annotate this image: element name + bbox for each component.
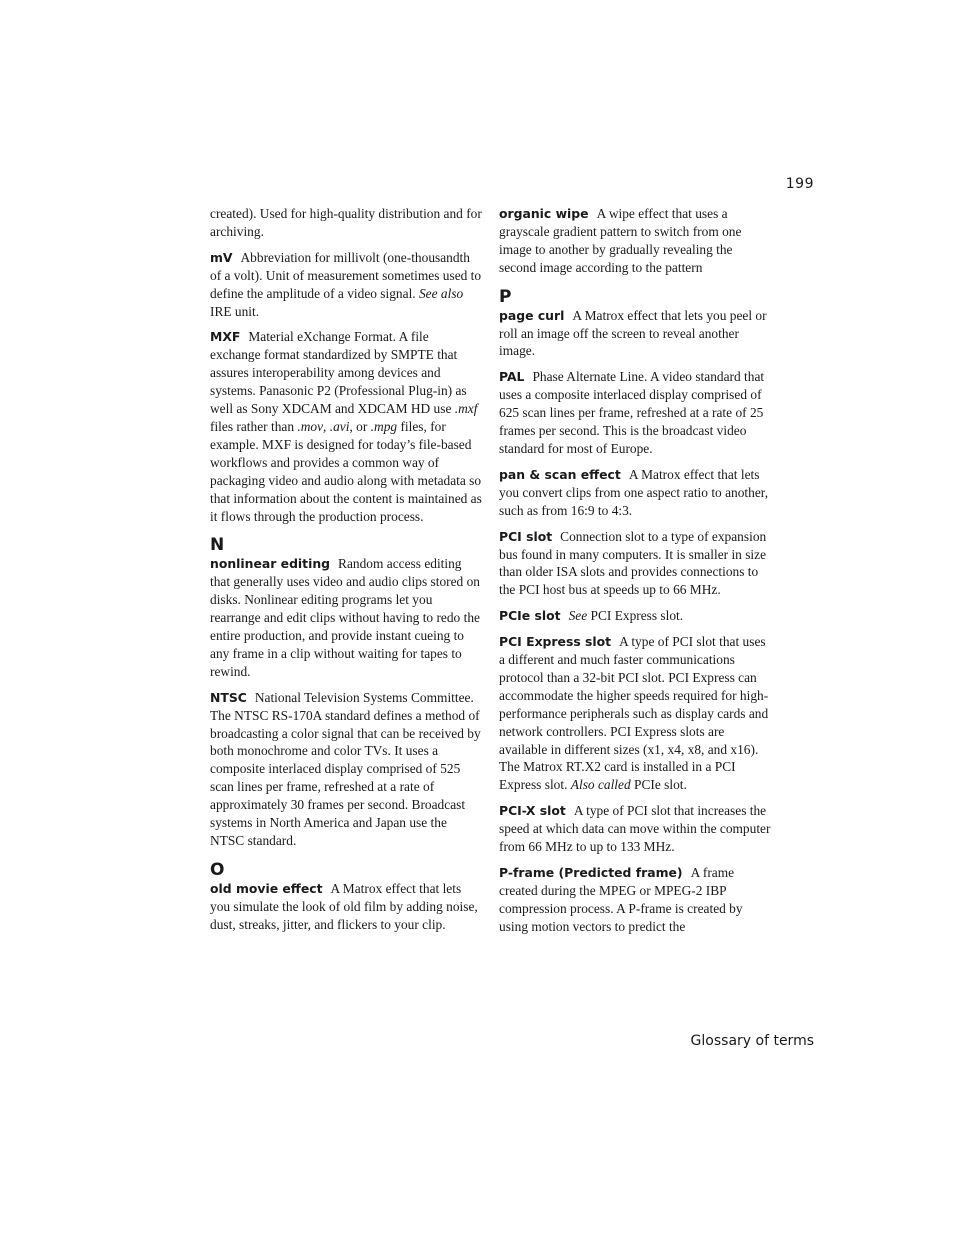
entry-pci-slot (499, 528, 771, 600)
definition-pci-slot: Connection slot to a type of expansion bus found in many computers. It is smaller in size than older ISA slots and provides connections to the PCI host bus at speeds up to 66 MHz. (499, 528, 767, 598)
definition-pci-express-slot-b: PCIe slot. (630, 777, 687, 793)
entry-pcie-slot (499, 607, 771, 625)
definition-page-curl: A Matrox effect that lets you peel or roll an image off the screen to reveal another image. (499, 307, 767, 359)
section-letter-n: N (210, 535, 225, 556)
ext-mov: .mov (297, 418, 324, 434)
definition-pcie-slot: PCI Express slot. (587, 608, 684, 624)
term-mv: mV (210, 249, 233, 265)
term-mxf: MXF (210, 329, 241, 345)
entry-pci-x-slot (499, 802, 771, 856)
term-nonlinear-editing: nonlinear editing (210, 556, 331, 572)
definition-old-movie-effect: A Matrox effect that lets you simulate the look of old film by adding noise, dust, streaks, jitter, and flickers to your clip. (210, 880, 478, 932)
definition-mxf-b: files rather than (210, 418, 298, 434)
also-called-label: Also called (570, 777, 631, 793)
entry-pan-scan-effect (499, 466, 771, 520)
entry-p-frame (499, 864, 771, 936)
footer-section-title: Glossary of terms (690, 1033, 814, 1049)
term-pcie-slot: PCIe slot (499, 608, 561, 624)
section-letter-o: O (210, 859, 225, 880)
continuation-text: created). Used for high-quality distribution and for archiving. (210, 206, 482, 239)
glossary-column-right (499, 205, 771, 944)
separator-1: , (323, 418, 330, 434)
glossary-column-left (210, 205, 482, 942)
definition-p-frame: A frame created during the MPEG or MPEG-2 IBP compression process. A P-frame is created by using motion vectors to predict the (499, 865, 743, 934)
definition-pci-express-slot-a: A type of PCI slot that uses a different and much faster communications protocol than a 32-bit PCI slot. PCI Express can accommodate the higher speeds required for high-performance peripherals such as display cards and network controllers. PCI Express slots are available in different sizes (x1, x4, x8, and x16). The Matrox RT.X2 card is installed in a PCI Express slot. (499, 634, 769, 793)
entry-mxf (210, 328, 482, 525)
definition-pal: Phase Alternate Line. A video standard that uses a composite interlaced display comprised of 625 scan lines per frame, refreshed at a rate of 25 frames per second. This is the broadcast video standard for most of Europe. (499, 369, 765, 456)
definition-pan-scan-effect: A Matrox effect that lets you convert clips from one aspect ratio to another, such as from 16:9 to 4:3. (499, 466, 769, 518)
definition-mxf-a: Material eXchange Format. A file exchange format standardized by SMPTE that assures interoperability among devices and systems. Panasonic P2 (Professional Plug-in) as well as Sony XDCAM and XDCAM HD use (210, 329, 467, 417)
term-page-curl: page curl (499, 307, 565, 323)
see-label: See (568, 608, 588, 624)
definition-mxf-c: files, for example. MXF is designed for today’s file-based workflows and provides a common way of packaging video and audio along with metadata so that information about the content is maintained as it flows through the production process. (210, 418, 482, 524)
entry-page-curl (499, 307, 771, 361)
entry-mv (210, 249, 482, 321)
term-pci-express-slot: PCI Express slot (499, 634, 612, 650)
definition-nonlinear-editing: Random access editing that generally uses video and audio clips stored on disks. Nonlinear editing programs let you rearrange and edit clips without having to redo the entire production, and provide instant cueing to any frame in a clip without waiting for tapes to rewind. (210, 556, 480, 679)
separator-2: , or (349, 418, 371, 434)
definition-mv-a: Abbreviation for millivolt (one-thousandth of a volt). Unit of measurement sometimes used to define the amplitude of a video signal. (210, 249, 482, 301)
section-letter-p: P (499, 286, 512, 307)
ext-mxf: .mxf (454, 401, 478, 417)
entry-ntsc (210, 689, 482, 850)
term-organic-wipe: organic wipe (499, 206, 589, 221)
term-pci-slot: PCI slot (499, 528, 553, 544)
see-also-label: See also (418, 285, 464, 301)
term-ntsc: NTSC (210, 689, 247, 705)
term-p-frame: P-frame (Predicted frame) (499, 865, 683, 880)
definition-pci-x-slot: A type of PCI slot that increases the speed at which data can move within the computer from 66 MHz to up to 133 MHz. (499, 803, 771, 855)
entry-nonlinear-editing (210, 555, 482, 680)
definition-organic-wipe: A wipe effect that uses a grayscale gradient pattern to switch from one image to another by gradually revealing the second image according to the pattern (499, 206, 742, 275)
entry-pal (499, 368, 771, 458)
entry-organic-wipe (499, 205, 771, 277)
entry-old-movie-effect (210, 880, 482, 934)
term-pal: PAL (499, 369, 525, 385)
definition-mv-b: IRE unit. (210, 303, 260, 319)
term-old-movie-effect: old movie effect (210, 880, 323, 896)
term-pci-x-slot: PCI-X slot (499, 803, 566, 819)
term-pan-scan-effect: pan & scan effect (499, 466, 621, 482)
definition-ntsc: National Television Systems Committee. The NTSC RS-170A standard defines a method of broadcasting a color signal that can be received by both monochrome and color TVs. It uses a composite interlaced display comprised of 525 scan lines per frame, refreshed at a rate of approximately 30 frames per second. Broadcast systems in North America and Japan use the NTSC standard. (210, 689, 481, 848)
page-number: 199 (785, 176, 814, 192)
ext-mpg: .mpg (370, 418, 398, 434)
entry-pci-express-slot (499, 633, 771, 794)
ext-avi: .avi (329, 418, 350, 434)
